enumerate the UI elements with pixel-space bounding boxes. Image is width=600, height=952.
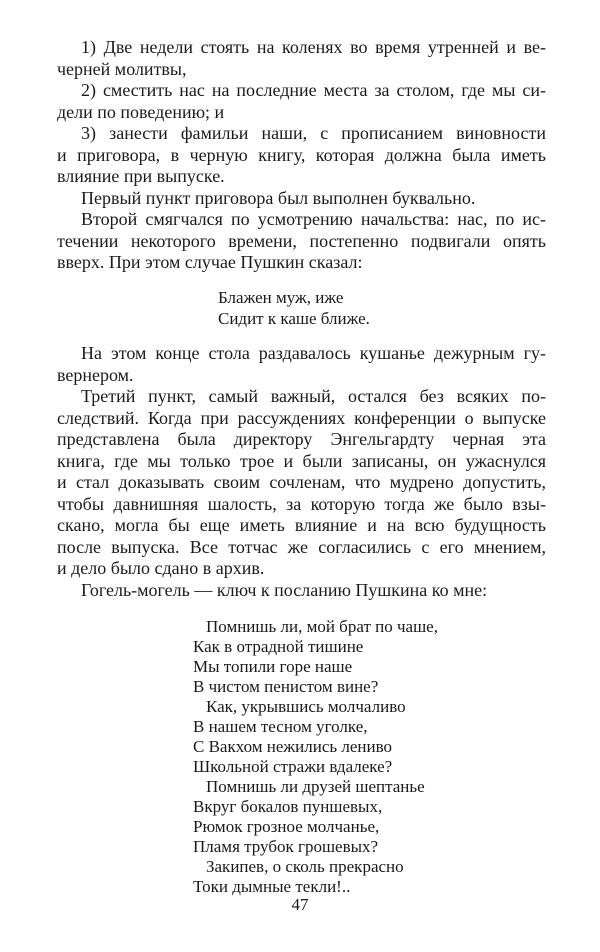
text-line: Третий пункт, самый важный, остался без всяких по- xyxy=(81,386,546,406)
text-line: течении некоторого времени, постепенно подвигали опять xyxy=(57,230,546,251)
text-line: скано, могла бы еще иметь влияние и на всю будущность xyxy=(57,515,546,535)
paragraph-block-1 xyxy=(57,37,546,274)
text-line: книга, где мы только трое и были записаны, он ужаснулся xyxy=(57,450,546,471)
text-line: дели по поведению; и xyxy=(57,101,225,122)
verse-line: Блажен муж, иже xyxy=(218,288,344,307)
text-line: На этом конце стола раздавалось кушанье дежурным гу- xyxy=(81,343,546,363)
verse-line: Вкруг бокалов пуншевых, xyxy=(193,797,383,816)
text-line: вернером. xyxy=(57,364,134,385)
verse-line: Токи дымные текли!.. xyxy=(193,877,351,896)
paragraph-block-2 xyxy=(57,343,546,601)
text-line: влияние при выпуске. xyxy=(57,166,225,186)
verse-line: Сидит к каше ближе. xyxy=(218,309,370,328)
verse-quote-1 xyxy=(218,287,370,329)
text-line: чтобы давнишняя шалость, за которую тогда же было взы- xyxy=(57,493,546,514)
verse-line: Как в отрадной тишине xyxy=(193,637,364,656)
verse-line: Помнишь ли друзей шептанье xyxy=(206,777,425,796)
text-line: и приговора, в черную книгу, которая должна была иметь xyxy=(57,144,546,165)
verse-quote-2 xyxy=(193,617,438,897)
verse-line: Школьной стражи вдалеке? xyxy=(193,757,393,776)
text-line: черней молитвы, xyxy=(57,58,187,79)
text-line: следствий. Когда при рассуждениях конференции о выпуске xyxy=(57,407,546,428)
text-line: представлена была директору Энгельгардту черная эта xyxy=(57,429,546,449)
text-line: и стал доказывать своим сочленам, что мудрено допустить, xyxy=(57,472,546,492)
text-line: 3) занести фамильи наши, с прописанием виновности xyxy=(81,123,546,143)
text-line: Первый пункт приговора был выполнен буквально. xyxy=(81,187,476,208)
verse-line: В чистом пенистом вине? xyxy=(193,677,379,696)
verse-line: Закипев, о сколь прекрасно xyxy=(206,857,404,876)
page-number: 47 xyxy=(291,895,309,914)
verse-line: С Вакхом нежились лениво xyxy=(193,737,393,756)
text-line: после выпуска. Все тотчас же согласились с его мнением, xyxy=(57,536,546,557)
verse-line: Пламя трубок грошевых? xyxy=(193,837,379,856)
text-line: и дело было сдано в архив. xyxy=(57,558,265,578)
verse-line: В нашем тесном уголке, xyxy=(193,717,368,736)
text-line: вверх. При этом случае Пушкин сказал: xyxy=(57,252,363,272)
text-line: Гогель-могель — ключ к посланию Пушкина ко мне: xyxy=(81,579,488,600)
verse-line: Рюмок грозное молчанье, xyxy=(193,817,380,836)
verse-line: Мы топили горе наше xyxy=(193,657,353,676)
text-line: 1) Две недели стоять на коленях во время утренней и ве- xyxy=(81,37,546,57)
verse-line: Помнишь ли, мой брат по чаше, xyxy=(206,617,438,636)
text-line: 2) сместить нас на последние места за столом, где мы си- xyxy=(81,80,546,100)
verse-line: Как, укрывшись молчаливо xyxy=(206,697,406,716)
text-line: Второй смягчался по усмотрению начальства: нас, по ис- xyxy=(81,209,546,229)
